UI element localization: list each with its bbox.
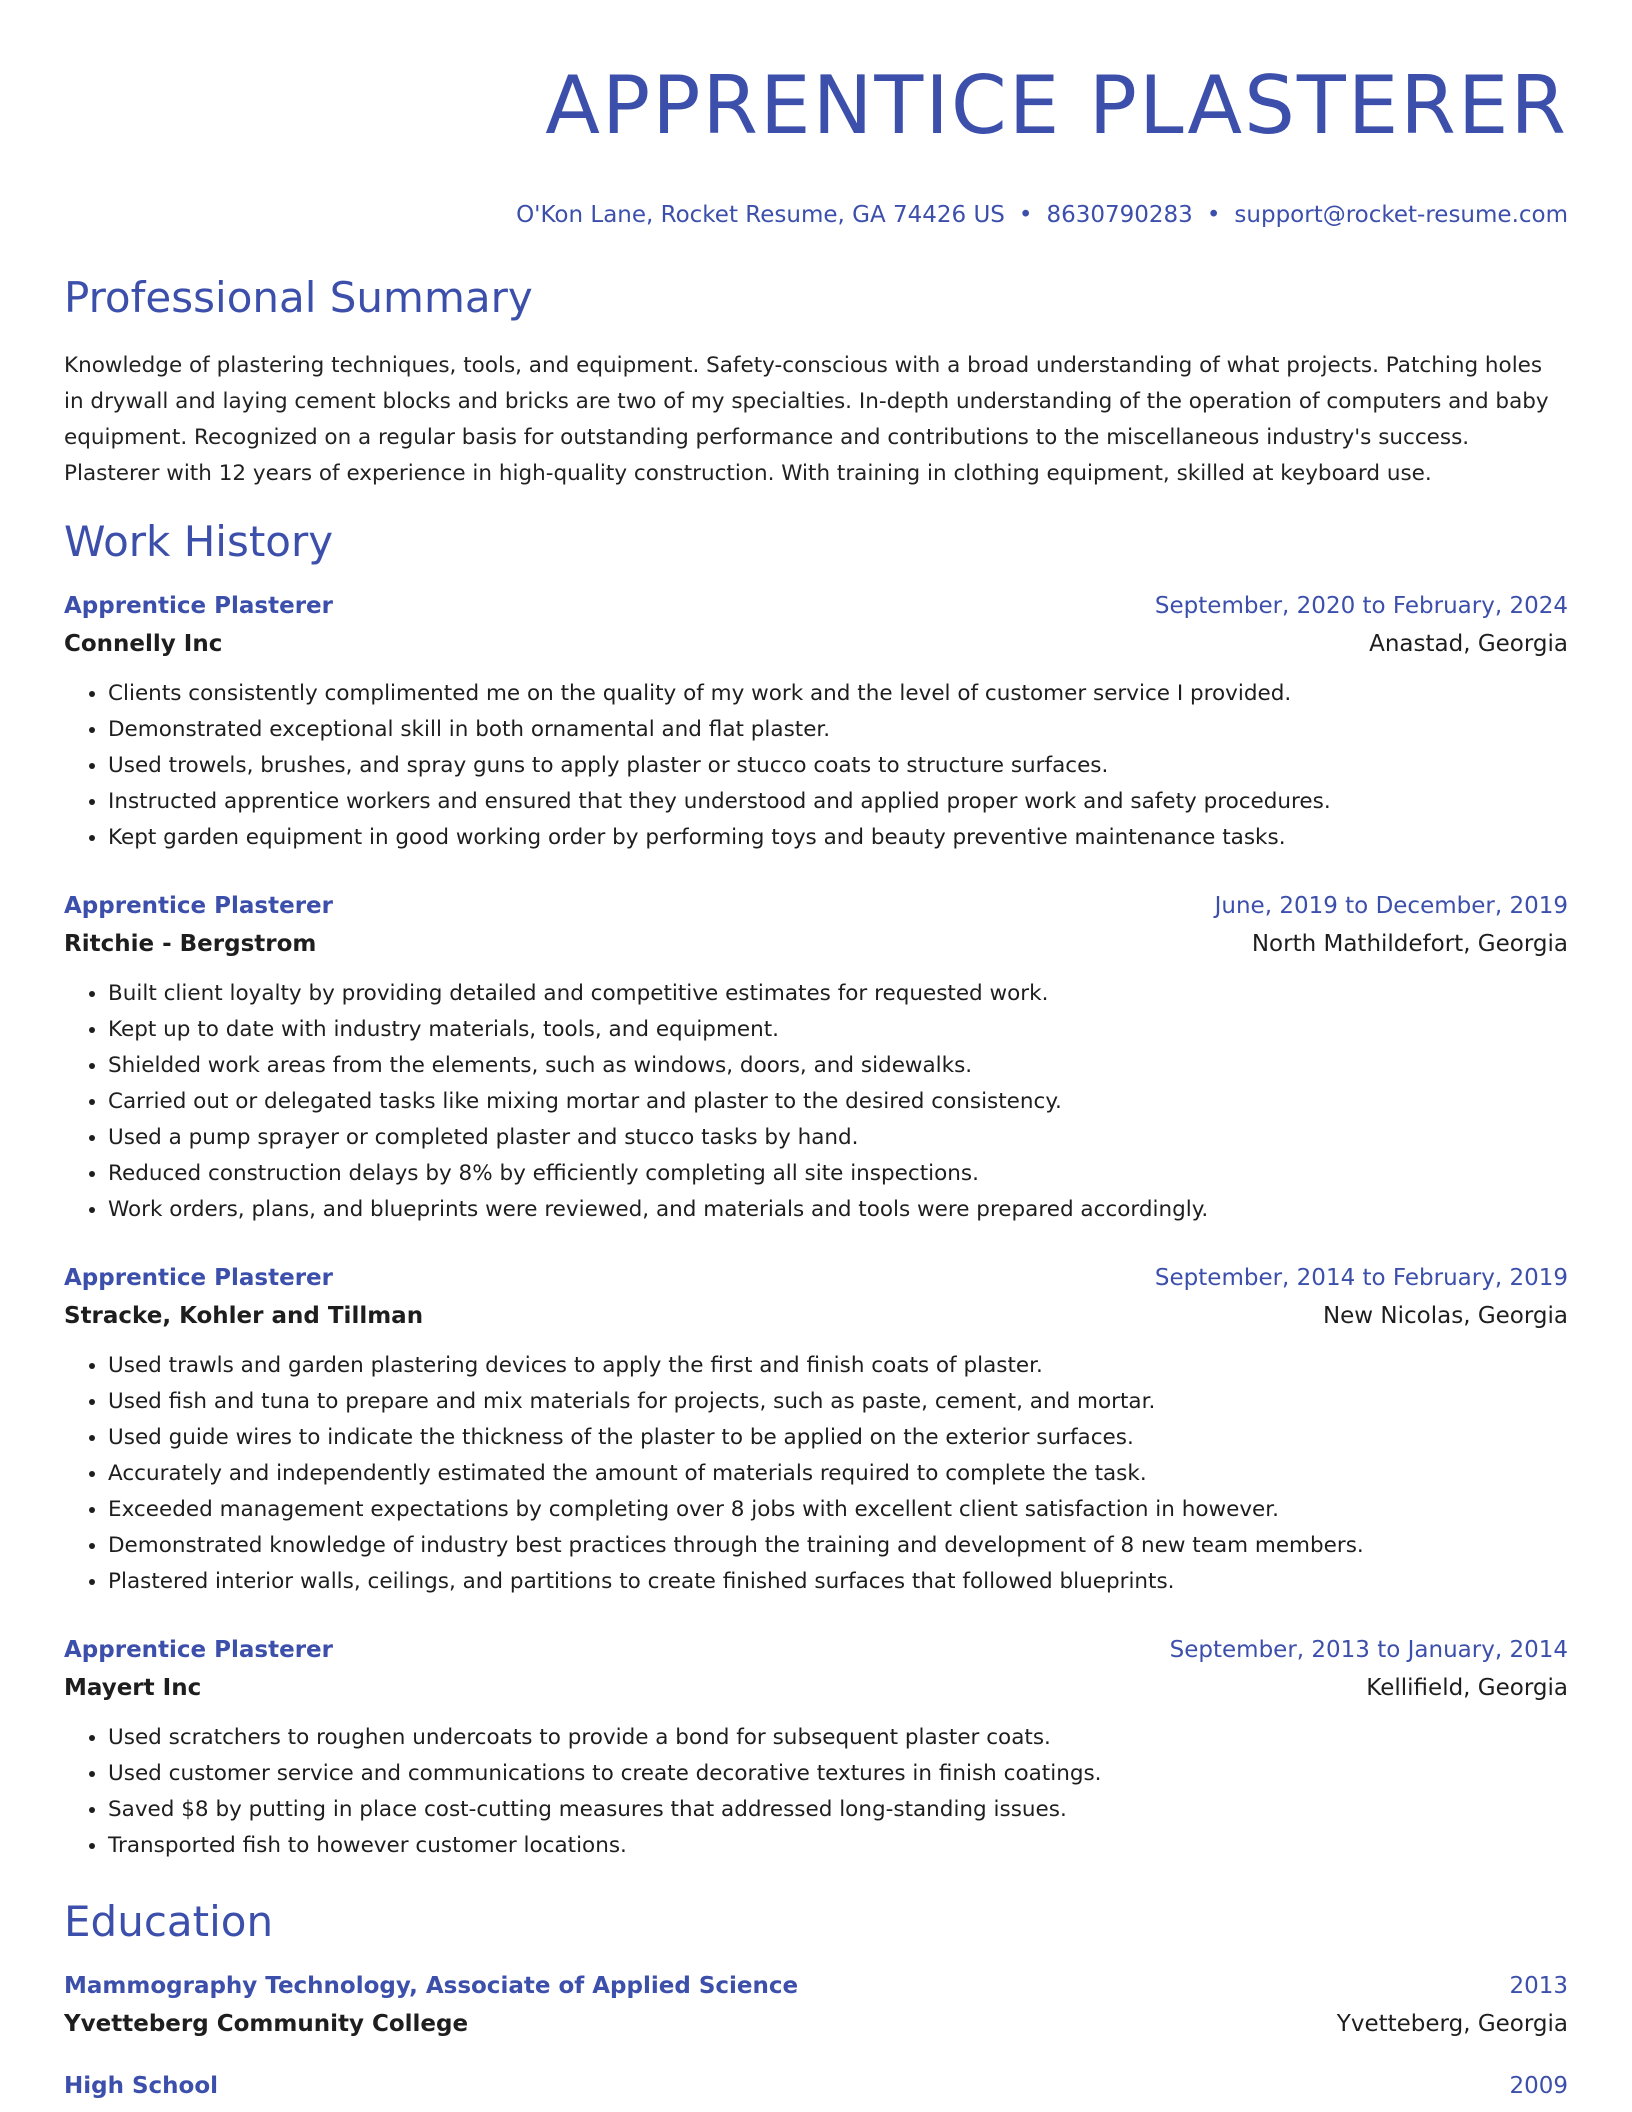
- education-entry: [64, 2070, 1568, 2102]
- job-header-row: [64, 590, 1568, 622]
- contact-phone: 8630790283: [1046, 202, 1193, 228]
- bullet-item: • Clients consistently complimented me on the quality of my work and the level of customer service I provided.: [108, 676, 1568, 712]
- bullet-item: • Shielded work areas from the elements, such as windows, doors, and sidewalks.: [108, 1048, 1568, 1084]
- education-entry: [64, 1970, 1568, 2040]
- section-title-education: Education: [64, 1897, 274, 1946]
- bullet-item: • Accurately and independently estimated the amount of materials required to complete the task.: [108, 1456, 1568, 1492]
- job-company: Stracke, Kohler and Tillman: [64, 1303, 424, 1329]
- job-entry: [64, 890, 1568, 1228]
- bullet-item: • Instructed apprentice workers and ensured that they understood and applied proper work and safety procedures.: [108, 784, 1568, 820]
- bullet-item: • Demonstrated knowledge of industry best practices through the training and development of 8 new team members.: [108, 1528, 1568, 1564]
- bullet-item: • Used customer service and communications to create decorative textures in finish coatings.: [108, 1756, 1568, 1792]
- bullet-item: • Exceeded management expectations by completing over 8 jobs with excellent client satisfaction in however.: [108, 1492, 1568, 1528]
- education-school-row: [64, 2002, 1568, 2040]
- job-dates: September, 2013 to January, 2014: [1169, 1637, 1568, 1663]
- job-bullets: [64, 976, 1568, 1228]
- job-title: Apprentice Plasterer: [64, 1265, 333, 1291]
- education-degree: Mammography Technology, Associate of Applied Science: [64, 1973, 799, 1999]
- bullet-item: • Reduced construction delays by 8% by efficiently completing all site inspections.: [108, 1156, 1568, 1192]
- bullet-item: • Used scratchers to roughen undercoats to provide a bond for subsequent plaster coats.: [108, 1720, 1568, 1756]
- job-entry: [64, 590, 1568, 856]
- job-entry: [64, 1634, 1568, 1864]
- bullet-item: • Kept up to date with industry materials, tools, and equipment.: [108, 1012, 1568, 1048]
- resume-name: APPRENTICE PLASTERER: [545, 59, 1568, 152]
- contact-line: [64, 200, 1568, 230]
- job-bullets: [64, 1720, 1568, 1864]
- education-location: Yvetteberg, Georgia: [1336, 2011, 1568, 2037]
- job-location: Kellifield, Georgia: [1366, 1675, 1568, 1701]
- education-header-row: [64, 1970, 1568, 2002]
- job-bullets: [64, 676, 1568, 856]
- bullet-item: • Used guide wires to indicate the thickness of the plaster to be applied on the exterior surfaces.: [108, 1420, 1568, 1456]
- bullet-item: • Used trawls and garden plastering devices to apply the first and finish coats of plaster.: [108, 1348, 1568, 1384]
- job-location: North Mathildefort, Georgia: [1251, 931, 1568, 957]
- job-title: Apprentice Plasterer: [64, 893, 333, 919]
- contact-address: O'Kon Lane, Rocket Resume, GA 74426 US: [516, 202, 1005, 228]
- job-header-row: [64, 890, 1568, 922]
- bullet-item: • Used a pump sprayer or completed plaster and stucco tasks by hand.: [108, 1120, 1568, 1156]
- education-degree: High School: [64, 2073, 219, 2099]
- job-header-row: [64, 1262, 1568, 1294]
- job-company: Connelly Inc: [64, 631, 223, 657]
- contact-separator: •: [1206, 202, 1221, 228]
- job-header-row: [64, 1634, 1568, 1666]
- bullet-item: • Transported fish to however customer locations.: [108, 1828, 1568, 1864]
- job-entry: [64, 1262, 1568, 1600]
- section-title-work-history: Work History: [64, 517, 334, 566]
- job-company: Ritchie - Bergstrom: [64, 931, 317, 957]
- bullet-item: • Plastered interior walls, ceilings, and partitions to create finished surfaces that followed blueprints.: [108, 1564, 1568, 1600]
- contact-email: support@rocket-resume.com: [1234, 202, 1568, 228]
- job-company: Mayert Inc: [64, 1675, 202, 1701]
- education-school: Yvetteberg Community College: [64, 2011, 469, 2037]
- job-dates: June, 2019 to December, 2019: [1214, 893, 1568, 919]
- job-title: Apprentice Plasterer: [64, 1637, 333, 1663]
- education-year: 2013: [1509, 1973, 1568, 1999]
- bullet-item: • Saved $8 by putting in place cost-cutting measures that addressed long-standing issues.: [108, 1792, 1568, 1828]
- job-location: New Nicolas, Georgia: [1322, 1303, 1568, 1329]
- job-company-row: [64, 1294, 1568, 1332]
- bullet-item: • Built client loyalty by providing detailed and competitive estimates for requested work.: [108, 976, 1568, 1012]
- bullet-item: • Used fish and tuna to prepare and mix materials for projects, such as paste, cement, and mortar.: [108, 1384, 1568, 1420]
- section-title-summary: Professional Summary: [64, 273, 533, 322]
- job-dates: September, 2014 to February, 2019: [1154, 1265, 1568, 1291]
- job-bullets: [64, 1348, 1568, 1600]
- job-company-row: [64, 1666, 1568, 1704]
- job-dates: September, 2020 to February, 2024: [1154, 593, 1568, 619]
- job-location: Anastad, Georgia: [1369, 631, 1568, 657]
- summary-text: Knowledge of plastering techniques, tools, and equipment. Safety-conscious with a broad understanding of what projects. Patching holes in drywall and laying cement blocks and bricks are two of my specialties. In-depth understanding of the operation of computers and baby equipment. Recognized on a regular basis for outstanding performance and contributions to the miscellaneous industry's success. Plasterer with 12 years of experience in high-quality construction. With training in clothing equipment, skilled at keyboard use.: [64, 353, 1549, 486]
- job-title: Apprentice Plasterer: [64, 593, 333, 619]
- bullet-item: • Kept garden equipment in good working order by performing toys and beauty preventive maintenance tasks.: [108, 820, 1568, 856]
- contact-separator: •: [1018, 202, 1033, 228]
- bullet-item: • Demonstrated exceptional skill in both ornamental and flat plaster.: [108, 712, 1568, 748]
- bullet-item: • Carried out or delegated tasks like mixing mortar and plaster to the desired consistency.: [108, 1084, 1568, 1120]
- bullet-item: • Work orders, plans, and blueprints were reviewed, and materials and tools were prepared accordingly.: [108, 1192, 1568, 1228]
- education-year: 2009: [1509, 2073, 1568, 2099]
- job-company-row: [64, 922, 1568, 960]
- education-header-row: [64, 2070, 1568, 2102]
- bullet-item: • Used trowels, brushes, and spray guns to apply plaster or stucco coats to structure surfaces.: [108, 748, 1568, 784]
- job-company-row: [64, 622, 1568, 660]
